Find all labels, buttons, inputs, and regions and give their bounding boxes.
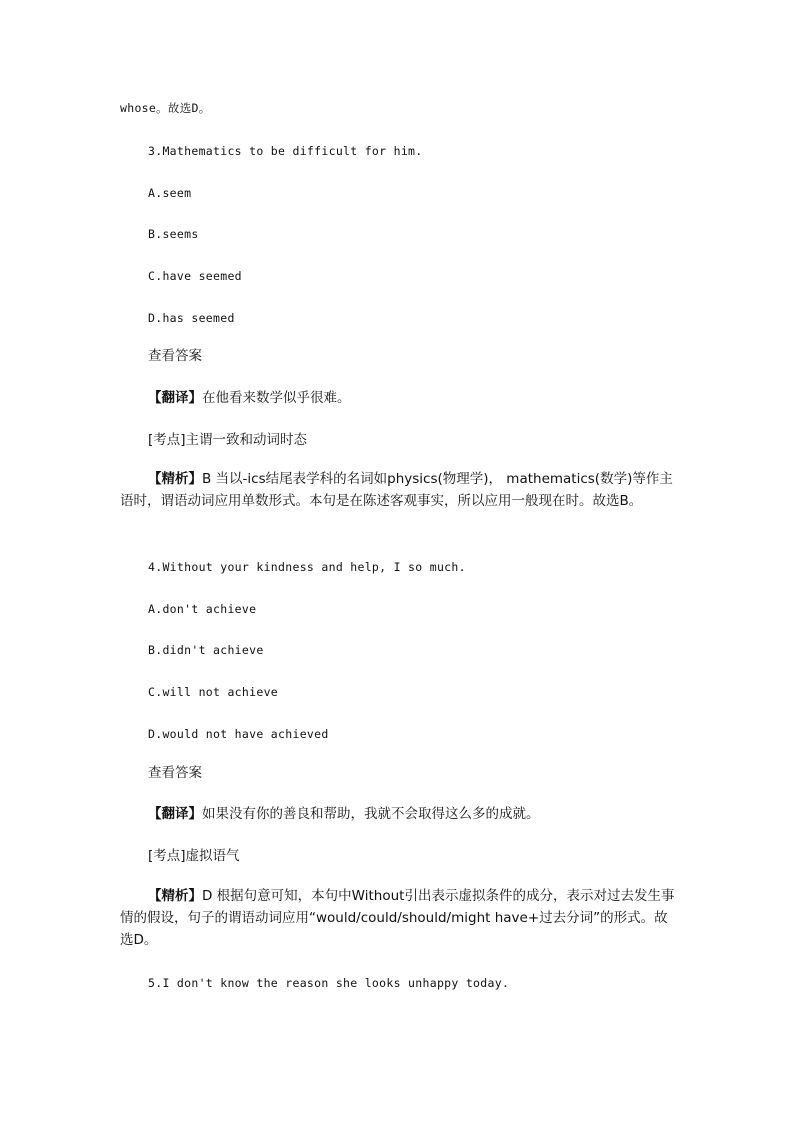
translation-text: 在他看来数学似乎很难。 xyxy=(202,390,351,406)
analysis-tag: 【精析】 xyxy=(148,471,202,487)
exam-point-3: [考点]主谓一致和动词时态 xyxy=(148,432,308,448)
translation-3 xyxy=(148,388,351,408)
analysis-3 xyxy=(120,468,680,512)
text-line: whose。故选D。 xyxy=(120,101,211,115)
analysis-text: B 当以-ics结尾表学科的名词如physics(物理学)， mathematics(数学)等作主语时，谓语动词应用单数形式。本句是在陈述客观事实，所以应用一般现在时。故选B。 xyxy=(120,471,673,509)
question-4: 4.Without your kindness and help, I so much. xyxy=(148,560,466,574)
analysis-4 xyxy=(120,885,680,951)
exam-point-4: [考点]虚拟语气 xyxy=(148,848,240,864)
option-4b: B.didn't achieve xyxy=(148,643,264,657)
option-3c: C.have seemed xyxy=(148,269,242,283)
translation-4 xyxy=(148,804,540,824)
analysis-text: D 根据句意可知，本句中Without引出表示虚拟条件的成分，表示对过去发生事情的假设，句子的谓语动词应用“would/could/should/might have+过去分词”的形式。故选D。 xyxy=(120,888,675,948)
translation-tag: 【翻译】 xyxy=(148,806,202,822)
view-answer-link-4[interactable]: 查看答案 xyxy=(148,765,202,781)
translation-text: 如果没有你的善良和帮助，我就不会取得这么多的成就。 xyxy=(202,806,540,822)
question-5: 5.I don't know the reason she looks unhappy today. xyxy=(148,976,510,990)
translation-tag: 【翻译】 xyxy=(148,390,202,406)
view-answer-link-3[interactable]: 查看答案 xyxy=(148,348,202,364)
option-4d: D.would not have achieved xyxy=(148,727,329,741)
option-3a: A.seem xyxy=(148,186,192,200)
option-4a: A.don't achieve xyxy=(148,602,257,616)
option-3b: B.seems xyxy=(148,227,199,241)
option-4c: C.will not achieve xyxy=(148,685,279,699)
analysis-tag: 【精析】 xyxy=(148,888,202,904)
option-3d: D.has seemed xyxy=(148,311,235,325)
question-3: 3.Mathematics to be difficult for him. xyxy=(148,144,423,158)
